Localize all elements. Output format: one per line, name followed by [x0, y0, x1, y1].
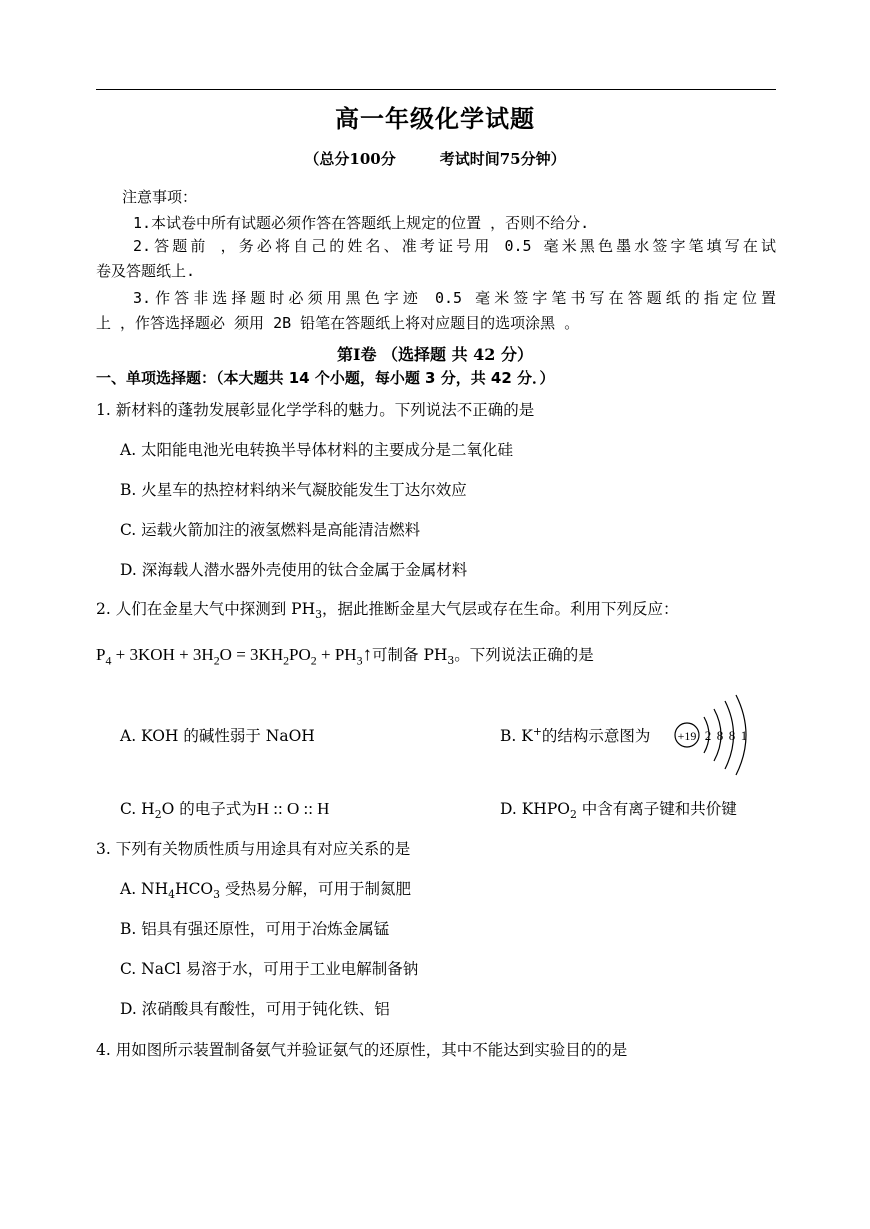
- atomic-structure-diagram: [674, 693, 758, 777]
- q2-tail-sub: 3: [447, 654, 455, 668]
- eq-p: P: [96, 645, 106, 664]
- q2-stem-post: ，据此推断金星大气层或存在生命。利用下列反应：: [322, 600, 679, 618]
- notice-item-2-line-2: 卷及答题纸上.: [96, 262, 196, 280]
- q3-stem: 3. 下列有关物质性质与用途具有对应关系的是: [96, 840, 411, 858]
- eq-mid-2: O = 3KH: [219, 645, 284, 664]
- q3-option-a-sub-2: 3: [213, 888, 221, 902]
- notice-item-3-line-2: 上 ，作答选择题必 须用 2B 铅笔在答题纸上将对应题目的选项涂黑 。: [96, 314, 580, 332]
- q2-option-b-post: 的结构示意图为: [541, 727, 651, 745]
- q2-option-d-pre: D. KHPO: [500, 800, 570, 818]
- q2-option-c: [120, 797, 329, 821]
- q3-option-a-sub-1: 4: [168, 888, 176, 902]
- q2-option-d: [500, 797, 737, 821]
- q2-stem: [96, 597, 679, 621]
- shell-count-3: 8: [728, 728, 736, 743]
- section-heading: 第Ⅰ卷 （选择题 共 42 分）: [336, 345, 534, 364]
- total-score: （总分100分: [304, 150, 396, 168]
- shell-count-2: 8: [716, 728, 724, 743]
- exam-time: 考试时间75分钟）: [439, 150, 566, 168]
- q2-tail-pre: 可制备 PH: [372, 646, 448, 664]
- q3-option-a-pre: A. NH: [120, 880, 169, 898]
- notice-item-1: 1.本试卷中所有试题必须作答在答题纸上规定的位置 ，否则不给分.: [133, 214, 590, 232]
- shell-count-4: 1: [740, 728, 748, 743]
- q3-option-a-mid: HCO: [175, 880, 214, 898]
- eq-kh-sub: 2: [283, 653, 290, 668]
- q3-option-a: [120, 877, 411, 901]
- shell-count-1: 2: [704, 728, 712, 743]
- q2-option-b-sup: +: [532, 724, 542, 738]
- q3-option-b: B. 铝具有强还原性，可用于冶炼金属锰: [120, 920, 390, 938]
- q2-tail-post: 。下列说法正确的是: [454, 646, 594, 664]
- notice-item-3-line-1: 3.作答非选择题时必须用黑色字迹 0.5 毫米签字笔书写在答题纸的指定位置: [133, 289, 776, 307]
- q2-option-a: A. KOH 的碱性弱于 NaOH: [120, 727, 315, 745]
- eq-h-sub: 2: [213, 653, 220, 668]
- exam-info: [0, 148, 870, 169]
- q1-option-a: A. 太阳能电池光电转换半导体材料的主要成分是二氧化硅: [120, 441, 514, 459]
- eq-mid-1: + 3KOH + 3H: [111, 645, 214, 664]
- q2-option-c-mid: O 的电子式为: [161, 800, 257, 818]
- page-title: 高一年级化学试题: [335, 105, 535, 133]
- notice-heading: 注意事项：: [122, 188, 198, 206]
- eq-mid-4: + PH: [316, 645, 357, 664]
- q3-option-a-post: 受热易分解，可用于制氮肥: [220, 880, 411, 898]
- up-arrow-icon: ↑: [362, 644, 373, 665]
- part-heading: 一、单项选择题：（本大题共 14 个小题，每小题 3 分，共 42 分．）: [96, 369, 555, 387]
- q2-option-b: [500, 724, 650, 746]
- q2-option-c-sub: 2: [154, 808, 162, 822]
- eq-mid-3: PO: [289, 645, 311, 664]
- q3-option-d: D. 浓硝酸具有酸性，可用于钝化铁、铝: [120, 1000, 390, 1018]
- eq-po-sub: 2: [310, 653, 317, 668]
- q4-stem: 4. 用如图所示装置制备氨气并验证氨气的还原性，其中不能达到实验目的的是: [96, 1041, 628, 1059]
- q2-stem-pre: 2. 人们在金星大气中探测到 PH: [96, 600, 316, 618]
- eq-ph-sub: 3: [356, 653, 363, 668]
- q2-stem-sub: 3: [315, 608, 322, 622]
- q1-stem: 1. 新材料的蓬勃发展彰显化学学科的魅力。下列说法不正确的是: [96, 401, 535, 419]
- q2-equation: [96, 643, 594, 668]
- q2-option-d-post: 中含有离子键和共价键: [576, 800, 737, 818]
- electron-formula: H :: O :: H: [256, 799, 330, 818]
- q1-option-b: B. 火星车的热控材料纳米气凝胶能发生丁达尔效应: [120, 481, 467, 499]
- q1-option-d: D. 深海载人潜水器外壳使用的钛合金属于金属材料: [120, 561, 468, 579]
- q1-option-c: C. 运载火箭加注的液氢燃料是高能清洁燃料: [120, 521, 421, 539]
- q2-option-b-pre: B. K: [500, 727, 533, 745]
- q2-option-c-pre: C. H: [120, 800, 155, 818]
- q3-option-c: C. NaCl 易溶于水，可用于工业电解制备钠: [120, 960, 419, 978]
- q2-option-d-sub: 2: [569, 808, 577, 822]
- header-rule: [96, 89, 776, 90]
- eq-p-sub: 4: [105, 653, 112, 668]
- nucleus-charge: +19: [677, 729, 697, 743]
- notice-item-2-line-1: 2.答题前 ，务必将自己的姓名、准考证号用 0.5 毫米黑色墨水签字笔填写在试: [133, 237, 776, 255]
